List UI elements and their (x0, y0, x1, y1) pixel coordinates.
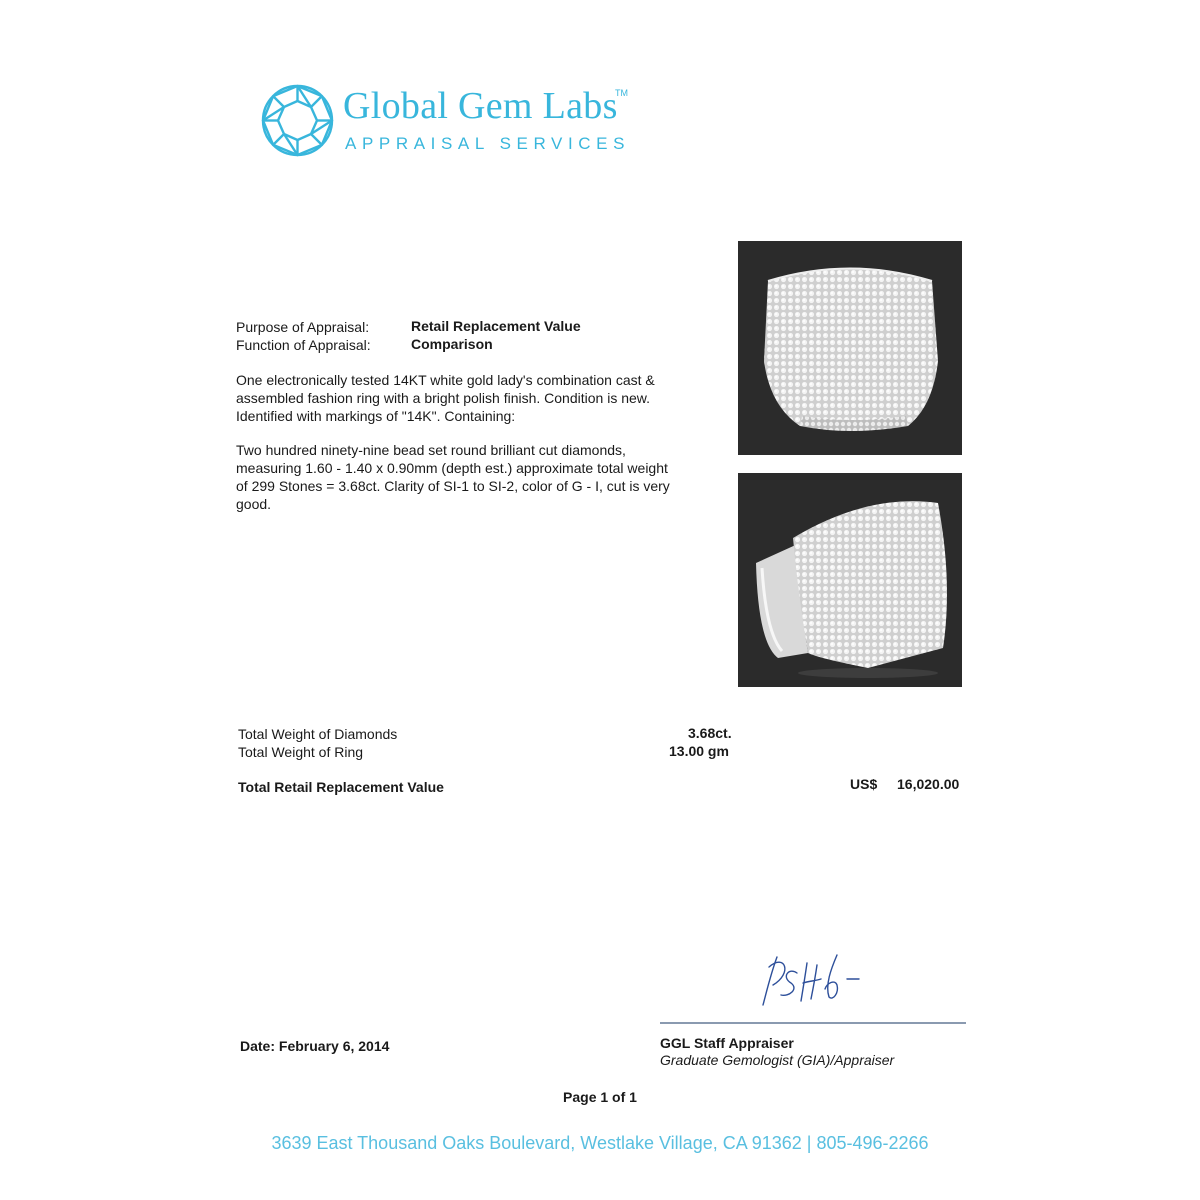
ring-weight-label: Total Weight of Ring (238, 744, 364, 760)
ring-weight-value: 13.00 gm (669, 743, 729, 759)
handwritten-signature (755, 945, 865, 1010)
retail-value: 16,020.00 (897, 776, 960, 792)
ring-side-photo (738, 473, 962, 687)
appraiser-title: GGL Staff Appraiser (660, 1035, 794, 1051)
diamond-weight-label: Total Weight of Diamonds (238, 726, 398, 742)
appraiser-credential: Graduate Gemologist (GIA)/Appraiser (660, 1052, 895, 1068)
trademark-mark: TM (615, 88, 628, 98)
retail-value-label: Total Retail Replacement Value (238, 779, 444, 795)
diamond-gem-icon (260, 83, 335, 158)
brand-name: Global Gem Labs (343, 85, 618, 127)
function-value: Comparison (411, 336, 493, 352)
function-label: Function of Appraisal: (236, 337, 371, 353)
purpose-label: Purpose of Appraisal: (236, 319, 370, 335)
purpose-value: Retail Replacement Value (411, 318, 581, 334)
appraisal-date: Date: February 6, 2014 (240, 1038, 390, 1054)
signature-line (660, 1022, 966, 1024)
retail-currency: US$ (850, 776, 878, 792)
diamond-weight-value: 3.68ct. (688, 725, 732, 741)
page-number: Page 1 of 1 (563, 1089, 637, 1105)
item-description: One electronically tested 14KT white gold lady's combination cast & assembled fashion ring with a bright polish finish. Condition is new. Identified with markings of "14K". Containing: (236, 372, 655, 424)
brand-subtitle: APPRAISAL SERVICES (345, 134, 631, 153)
diamond-description: Two hundred ninety-nine bead set round brilliant cut diamonds, measuring 1.60 - 1.40 x 0.90mm (depth est.) approximate total weight of 299 Stones = 3.68ct. Clarity of SI-1 to SI-2, color of G - I, cut is very good. (236, 442, 670, 512)
ring-front-photo (738, 241, 962, 455)
footer-address: 3639 East Thousand Oaks Boulevard, Westlake Village, CA 91362 | 805-496-2266 (271, 1133, 929, 1153)
